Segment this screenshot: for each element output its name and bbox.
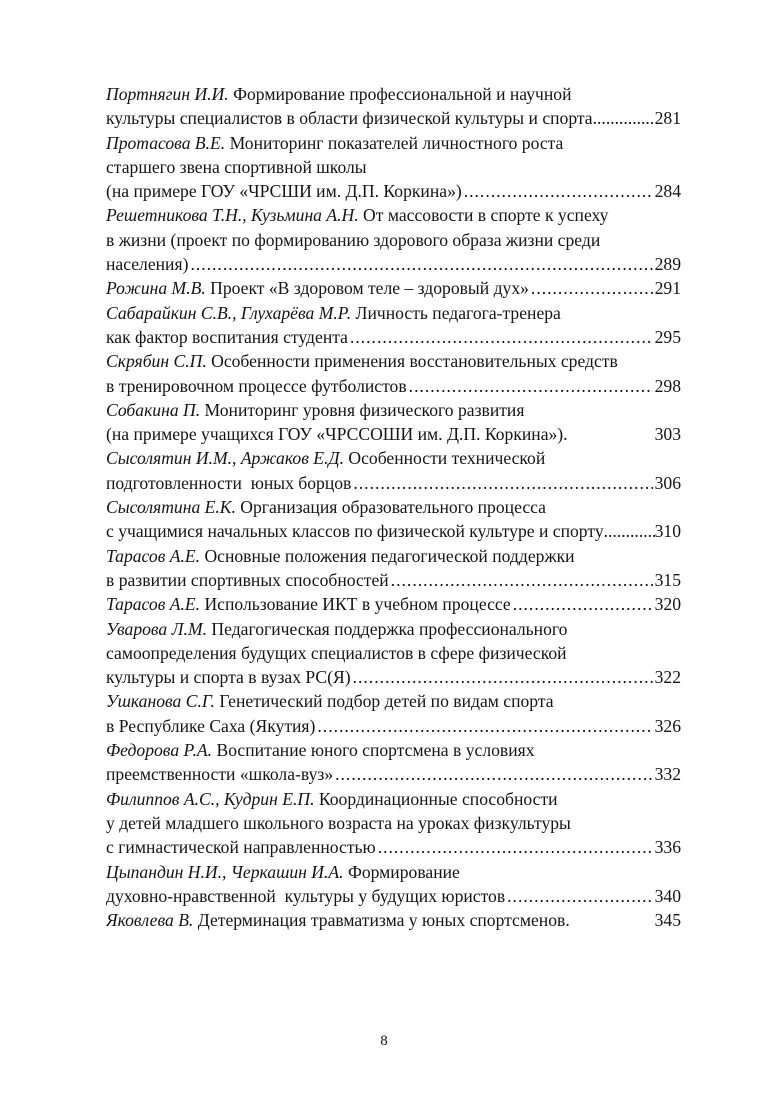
toc-entry — [106, 446, 681, 495]
toc-leader-dots — [190, 252, 652, 276]
toc-title-text: самоопределения будущих специалистов в сфере физической — [106, 642, 567, 663]
toc-title-text: в жизни (проект по формированию здорового образа жизни среди — [106, 229, 601, 250]
toc-author: Тарасов А.Е. — [106, 594, 201, 615]
toc-line — [106, 82, 681, 106]
toc-line — [106, 860, 681, 884]
toc-title-text: (на примере ГОУ «ЧРСШИ им. Д.П. Коркина») — [106, 181, 462, 202]
toc-line — [106, 617, 681, 641]
toc-line — [106, 665, 681, 689]
toc-line — [106, 908, 681, 932]
toc-line — [106, 495, 681, 519]
toc-line — [106, 398, 681, 422]
toc-author: Сысолятин И.М., Аржаков Е.Д. — [106, 448, 344, 469]
toc-author: Яковлева В. — [106, 910, 194, 931]
toc-line — [106, 301, 681, 325]
toc-title-text: культуры и спорта в вузах РС(Я) — [106, 667, 351, 688]
toc-entry — [106, 301, 681, 350]
toc-line — [106, 787, 681, 811]
toc-title-text: Организация образовательного процесса — [235, 497, 546, 518]
toc-leader-dots — [604, 519, 655, 543]
toc-leader-dots — [378, 835, 653, 859]
toc-title-text: Проект «В здоровом теле – здоровый дух» — [205, 278, 529, 299]
toc-title-text: с гимнастической направленностью — [106, 837, 376, 858]
toc-author: Тарасов А.Е. — [106, 545, 201, 566]
toc-title-text: От массовости в спорте к успеху — [358, 205, 609, 226]
toc-entry — [106, 203, 681, 276]
table-of-contents — [106, 82, 681, 932]
toc-leader-dots — [335, 762, 652, 786]
toc-entry — [106, 787, 681, 860]
toc-line — [106, 592, 681, 616]
toc-title-text: у детей младшего школьного возраста на уроках физкультуры — [106, 812, 571, 833]
toc-entry — [106, 908, 681, 932]
toc-title-text: с учащимися начальных классов по физической культуре и спорту — [106, 521, 604, 542]
toc-page-number: 298 — [654, 375, 681, 396]
toc-page-number: 284 — [654, 181, 681, 202]
toc-page-number: 320 — [654, 594, 681, 615]
toc-title-text: Использование ИКТ в учебном процессе — [200, 594, 511, 615]
toc-entry — [106, 592, 681, 616]
toc-page-number: 281 — [654, 108, 681, 129]
toc-entry — [106, 276, 681, 300]
toc-line — [106, 179, 681, 203]
toc-leader-dots — [593, 106, 655, 130]
toc-title-text: в Республике Саха (Якутия) — [106, 715, 316, 736]
toc-leader-dots — [507, 884, 652, 908]
toc-title-text: подготовленности юных борцов — [106, 472, 352, 493]
toc-leader-dots — [531, 276, 653, 300]
toc-page-number: 326 — [654, 715, 681, 736]
toc-line — [106, 276, 681, 300]
toc-author: Решетникова Т.Н., Кузьмина А.Н. — [106, 205, 359, 226]
toc-author: Протасова В.Е. — [106, 132, 226, 153]
toc-line — [106, 155, 681, 179]
toc-author: Портнягин И.И. — [106, 84, 229, 104]
toc-page-number: 310 — [654, 521, 681, 542]
toc-page-number: 345 — [654, 910, 681, 931]
toc-line — [106, 374, 681, 398]
toc-line — [106, 884, 681, 908]
toc-title-text: в тренировочном процессе футболистов — [106, 375, 407, 396]
toc-line — [106, 714, 681, 738]
toc-line — [106, 568, 681, 592]
toc-author: Собакина П. — [106, 399, 201, 420]
toc-leader-dots: . — [565, 910, 570, 931]
page-number: 8 — [380, 1033, 388, 1049]
toc-entry — [106, 689, 681, 738]
toc-page-number: 336 — [654, 837, 681, 858]
toc-entry — [106, 860, 681, 909]
toc-page-number: 315 — [654, 569, 681, 590]
toc-line — [106, 106, 681, 130]
toc-title-text: Воспитание юного спортсмена в условиях — [212, 740, 535, 761]
toc-leader-dots — [409, 374, 653, 398]
toc-title-text: Особенности технической — [343, 448, 546, 469]
toc-line — [106, 349, 681, 373]
toc-title-text: в развитии спортивных способностей — [106, 569, 389, 590]
toc-title-text: как фактор воспитания студента — [106, 326, 348, 347]
toc-title-text: старшего звена спортивной школы — [106, 156, 367, 177]
toc-entry — [106, 495, 681, 544]
toc-entry — [106, 82, 681, 131]
toc-line — [106, 544, 681, 568]
toc-leader-dots: . — [563, 424, 568, 445]
toc-title-text: Мониторинг показателей личностного роста — [225, 132, 564, 153]
toc-leader-dots — [317, 714, 652, 738]
toc-line — [106, 689, 681, 713]
toc-title-text: преемственности «школа-вуз» — [106, 764, 334, 785]
toc-leader-dots — [353, 665, 653, 689]
toc-author: Сабарайкин С.В., Глухарёва М.Р. — [106, 302, 352, 323]
toc-author: Филиппов А.С., Кудрин Е.П. — [106, 788, 315, 809]
toc-page-number: 332 — [654, 764, 681, 785]
toc-line — [106, 641, 681, 665]
toc-page-number: 289 — [654, 254, 681, 275]
toc-title-text: Генетический подбор детей по видам спорта — [214, 691, 554, 712]
toc-title-text: населения) — [106, 254, 189, 275]
toc-entry — [106, 617, 681, 690]
toc-line — [106, 203, 681, 227]
toc-title-text: Формирование профессиональной и научной — [228, 84, 572, 104]
toc-author: Сысолятина Е.К. — [106, 497, 236, 518]
toc-title-text: Основные положения педагогической поддержки — [200, 545, 575, 566]
toc-leader-dots — [391, 568, 653, 592]
toc-title-text: Формирование — [343, 861, 460, 882]
toc-author: Федорова Р.А. — [106, 740, 213, 761]
toc-line — [106, 738, 681, 762]
toc-line — [106, 835, 681, 859]
toc-title-text: духовно-нравственной культуры у будущих юристов — [106, 885, 506, 906]
toc-line — [106, 325, 681, 349]
toc-page-number: 340 — [654, 885, 681, 906]
toc-leader-dots — [353, 471, 652, 495]
toc-page-number: 295 — [654, 326, 681, 347]
toc-author: Ушканова С.Г. — [106, 691, 215, 712]
toc-line — [106, 422, 681, 446]
toc-entry — [106, 349, 681, 398]
toc-title-text: Педагогическая поддержка профессионального — [207, 618, 568, 639]
toc-entry — [106, 544, 681, 593]
toc-leader-dots — [464, 179, 653, 203]
toc-line — [106, 471, 681, 495]
toc-page-number: 303 — [654, 424, 681, 445]
toc-title-text: Мониторинг уровня физического развития — [200, 399, 525, 420]
toc-entry — [106, 131, 681, 204]
toc-line — [106, 519, 681, 543]
toc-leader-dots — [513, 592, 653, 616]
toc-title-text: Детерминация травматизма у юных спортсменов — [193, 910, 566, 931]
toc-page-number: 322 — [654, 667, 681, 688]
toc-page-number: 291 — [654, 278, 681, 299]
toc-title-text: Координационные способности — [314, 788, 558, 809]
toc-title-text: Особенности применения восстановительных средств — [206, 351, 618, 372]
toc-author: Скрябин С.П. — [106, 351, 207, 372]
toc-author: Рожина М.В. — [106, 278, 206, 299]
toc-line — [106, 446, 681, 470]
toc-title-text: культуры специалистов в области физической культуры и спорта — [106, 108, 593, 129]
toc-title-text: Личность педагога-тренера — [351, 302, 561, 323]
toc-entry — [106, 398, 681, 447]
toc-line — [106, 252, 681, 276]
toc-line — [106, 228, 681, 252]
toc-title-text: (на примере учащихся ГОУ «ЧРССОШИ им. Д.П. Коркина») — [106, 424, 564, 445]
toc-line — [106, 762, 681, 786]
toc-author: Уварова Л.М. — [106, 618, 208, 639]
toc-line — [106, 131, 681, 155]
toc-author: Цыпандин Н.И., Черкашин И.А. — [106, 861, 344, 882]
toc-page-number: 306 — [654, 472, 681, 493]
toc-entry — [106, 738, 681, 787]
toc-leader-dots — [350, 325, 653, 349]
toc-line — [106, 811, 681, 835]
